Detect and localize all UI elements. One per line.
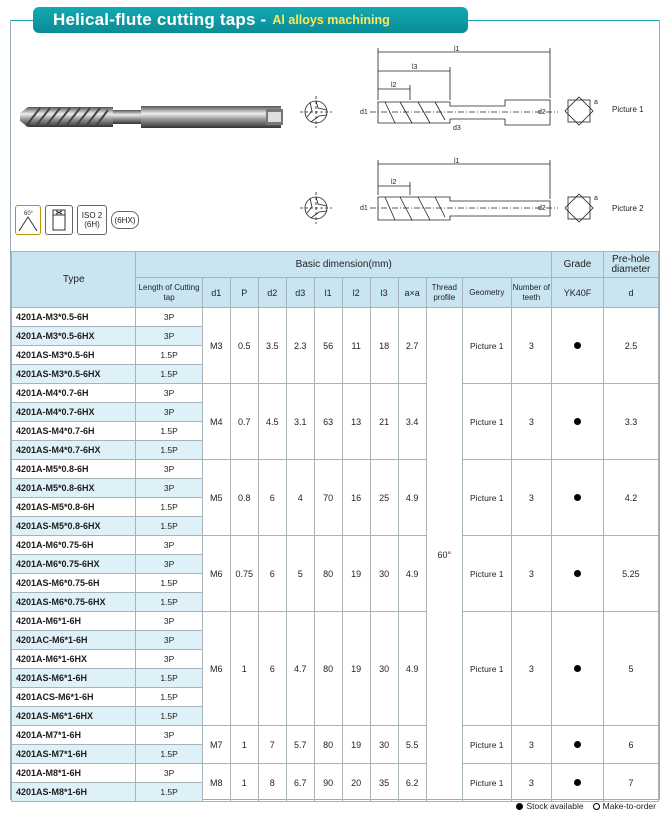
header-d: d	[603, 278, 658, 308]
l1-cell: 80	[314, 612, 342, 726]
l1-cell: 90	[314, 764, 342, 802]
length-cell: 1.5P	[136, 707, 202, 726]
svg-text:d2: d2	[538, 205, 546, 212]
geometry-cell: Picture 1	[462, 536, 511, 612]
length-cell: 1.5P	[136, 593, 202, 612]
type-cell: 4201A-M4*0.7-6H	[12, 384, 136, 403]
header-basic-dimension: Basic dimension(mm)	[136, 252, 552, 278]
teeth-cell: 3	[511, 308, 551, 384]
d3-cell: 2.3	[286, 308, 314, 384]
type-cell: 4201A-M8*1-6H	[12, 764, 136, 783]
type-cell: 4201AS-M5*0.8-6HX	[12, 517, 136, 536]
hx-tolerance-label: (6HX)	[111, 211, 139, 229]
spec-icons	[15, 205, 139, 235]
length-cell: 3P	[136, 612, 202, 631]
l2-cell: 19	[342, 536, 370, 612]
d3-cell: 4	[286, 460, 314, 536]
prehole-cell: 3.3	[603, 384, 658, 460]
type-cell: 4201A-M6*1-6HX	[12, 650, 136, 669]
type-cell: 4201A-M7*1-6H	[12, 726, 136, 745]
header-geometry: Geometry	[462, 278, 511, 308]
svg-text:l2: l2	[391, 82, 397, 89]
length-cell: 3P	[136, 384, 202, 403]
l1-cell: 80	[314, 536, 342, 612]
axa-cell: 5.5	[398, 726, 426, 764]
l2-cell: 20	[342, 764, 370, 802]
header-p: P	[230, 278, 258, 308]
d2-cell: 3.5	[258, 308, 286, 384]
grade-cell	[552, 764, 604, 802]
header-l3: l3	[370, 278, 398, 308]
type-cell: 4201AS-M3*0.5-6HX	[12, 365, 136, 384]
d1-cell: M6	[202, 612, 230, 726]
d1-cell: M8	[202, 764, 230, 802]
type-cell: 4201AS-M8*1-6H	[12, 783, 136, 802]
axa-cell: 4.9	[398, 460, 426, 536]
legend-order: Make-to-order	[602, 801, 656, 811]
d3-cell: 4.7	[286, 612, 314, 726]
l3-cell: 30	[370, 726, 398, 764]
type-cell: 4201A-M4*0.7-6HX	[12, 403, 136, 422]
teeth-cell: 3	[511, 726, 551, 764]
legend-stock: Stock available	[526, 801, 584, 811]
l2-cell: 16	[342, 460, 370, 536]
header-grade: Grade	[552, 252, 604, 278]
legend	[516, 801, 656, 811]
d3-cell: 5	[286, 536, 314, 612]
table-row	[12, 384, 659, 403]
l3-cell: 30	[370, 612, 398, 726]
svg-text:a: a	[594, 99, 598, 106]
prehole-cell: 5	[603, 612, 658, 726]
axa-cell: 4.9	[398, 536, 426, 612]
svg-text:a: a	[594, 195, 598, 202]
axa-cell: 6.2	[398, 764, 426, 802]
title-banner	[33, 7, 468, 33]
technical-drawing-1	[300, 40, 630, 140]
type-cell: 4201A-M5*0.8-6H	[12, 460, 136, 479]
iso-tolerance-label: ISO 2 (6H)	[77, 205, 107, 235]
stock-dot-icon	[516, 803, 523, 810]
svg-text:l2: l2	[391, 179, 397, 186]
header-d1: d1	[202, 278, 230, 308]
l2-cell: 13	[342, 384, 370, 460]
axa-cell: 4.9	[398, 612, 426, 726]
table-row	[12, 764, 659, 783]
cylinder-icon	[45, 205, 73, 235]
axa-cell: 3.4	[398, 384, 426, 460]
stock-dot-icon	[574, 779, 581, 786]
l3-cell: 30	[370, 536, 398, 612]
p-cell: 0.7	[230, 384, 258, 460]
length-cell: 1.5P	[136, 688, 202, 707]
length-cell: 1.5P	[136, 669, 202, 688]
order-circle-icon	[593, 803, 600, 810]
type-cell: 4201A-M6*0.75-6HX	[12, 555, 136, 574]
type-cell: 4201AS-M3*0.5-6H	[12, 346, 136, 365]
page-title: Helical-flute cutting taps -	[53, 10, 267, 29]
d1-cell: M6	[202, 536, 230, 612]
length-cell: 3P	[136, 403, 202, 422]
stock-dot-icon	[574, 342, 581, 349]
l2-cell: 19	[342, 612, 370, 726]
header-d3: d3	[286, 278, 314, 308]
teeth-cell: 3	[511, 460, 551, 536]
type-cell: 4201A-M5*0.8-6HX	[12, 479, 136, 498]
svg-text:l3: l3	[412, 64, 418, 71]
length-cell: 3P	[136, 726, 202, 745]
prehole-cell: 4.2	[603, 460, 658, 536]
grade-cell	[552, 308, 604, 384]
length-cell: 3P	[136, 536, 202, 555]
length-cell: 1.5P	[136, 574, 202, 593]
grade-cell	[552, 536, 604, 612]
axa-cell: 2.7	[398, 308, 426, 384]
prehole-cell: 2.5	[603, 308, 658, 384]
type-cell: 4201AS-M7*1-6H	[12, 745, 136, 764]
stock-dot-icon	[574, 570, 581, 577]
p-cell: 1	[230, 726, 258, 764]
l3-cell: 35	[370, 764, 398, 802]
table-row	[12, 536, 659, 555]
geometry-cell: Picture 1	[462, 308, 511, 384]
stock-dot-icon	[574, 741, 581, 748]
length-cell: 3P	[136, 650, 202, 669]
d3-cell: 6.7	[286, 764, 314, 802]
type-cell: 4201AS-M6*0.75-6H	[12, 574, 136, 593]
geometry-cell: Picture 1	[462, 612, 511, 726]
stock-dot-icon	[574, 665, 581, 672]
l3-cell: 25	[370, 460, 398, 536]
header-thread-profile: Thread profile	[426, 278, 462, 308]
type-cell: 4201A-M6*0.75-6H	[12, 536, 136, 555]
table-row	[12, 612, 659, 631]
header-grade-value: YK40F	[552, 278, 604, 308]
p-cell: 0.5	[230, 308, 258, 384]
tap-product-image	[18, 95, 293, 140]
l3-cell: 21	[370, 384, 398, 460]
header-d2: d2	[258, 278, 286, 308]
length-cell: 1.5P	[136, 498, 202, 517]
grade-cell	[552, 726, 604, 764]
d1-cell: M4	[202, 384, 230, 460]
type-cell: 4201AS-M4*0.7-6H	[12, 422, 136, 441]
teeth-cell: 3	[511, 764, 551, 802]
table-row	[12, 460, 659, 479]
length-cell: 1.5P	[136, 365, 202, 384]
d1-cell: M3	[202, 308, 230, 384]
d2-cell: 6	[258, 536, 286, 612]
length-cell: 3P	[136, 308, 202, 327]
prehole-cell: 7	[603, 764, 658, 802]
prehole-cell: 5.25	[603, 536, 658, 612]
l1-cell: 63	[314, 384, 342, 460]
d1-cell: M5	[202, 460, 230, 536]
type-cell: 4201ACS-M6*1-6H	[12, 688, 136, 707]
type-cell: 4201AS-M6*1-6H	[12, 669, 136, 688]
type-cell: 4201A-M3*0.5-6HX	[12, 327, 136, 346]
geometry-cell: Picture 1	[462, 726, 511, 764]
length-cell: 1.5P	[136, 441, 202, 460]
l1-cell: 56	[314, 308, 342, 384]
type-cell: 4201AS-M4*0.7-6HX	[12, 441, 136, 460]
header-teeth: Number of teeth	[511, 278, 551, 308]
d2-cell: 6	[258, 612, 286, 726]
header-prehole: Pre-hole diameter	[603, 252, 658, 278]
p-cell: 1	[230, 612, 258, 726]
l3-cell: 18	[370, 308, 398, 384]
technical-drawing-2	[300, 150, 630, 235]
length-cell: 1.5P	[136, 783, 202, 802]
length-cell: 3P	[136, 460, 202, 479]
d1-cell: M7	[202, 726, 230, 764]
length-cell: 1.5P	[136, 422, 202, 441]
length-cell: 3P	[136, 327, 202, 346]
d2-cell: 8	[258, 764, 286, 802]
page-subtitle: Al alloys machining	[272, 13, 390, 27]
geometry-cell: Picture 1	[462, 460, 511, 536]
header-l1: l1	[314, 278, 342, 308]
header-length: Length of Cutting tap	[136, 278, 202, 308]
length-cell: 3P	[136, 479, 202, 498]
l2-cell: 11	[342, 308, 370, 384]
type-cell: 4201A-M3*0.5-6H	[12, 308, 136, 327]
length-cell: 3P	[136, 555, 202, 574]
p-cell: 0.75	[230, 536, 258, 612]
d3-cell: 3.1	[286, 384, 314, 460]
stock-dot-icon	[574, 494, 581, 501]
length-cell: 3P	[136, 764, 202, 783]
geometry-cell: Picture 1	[462, 764, 511, 802]
header-axa: a×a	[398, 278, 426, 308]
d2-cell: 6	[258, 460, 286, 536]
svg-text:d1: d1	[360, 109, 368, 116]
prehole-cell: 6	[603, 726, 658, 764]
type-cell: 4201AS-M6*1-6HX	[12, 707, 136, 726]
type-cell: 4201AS-M5*0.8-6H	[12, 498, 136, 517]
picture-2-label: Picture 2	[612, 204, 644, 213]
table-row	[12, 726, 659, 745]
teeth-cell: 3	[511, 536, 551, 612]
angle-icon	[15, 205, 41, 235]
d3-cell: 5.7	[286, 726, 314, 764]
svg-text:d3: d3	[453, 125, 461, 132]
type-cell: 4201A-M6*1-6H	[12, 612, 136, 631]
svg-text:60°: 60°	[24, 211, 34, 217]
svg-text:l1: l1	[454, 158, 460, 165]
grade-cell	[552, 460, 604, 536]
spec-table	[11, 251, 659, 802]
p-cell: 0.8	[230, 460, 258, 536]
thread-profile-cell: 60°	[426, 308, 462, 802]
teeth-cell: 3	[511, 612, 551, 726]
d2-cell: 4.5	[258, 384, 286, 460]
l1-cell: 80	[314, 726, 342, 764]
svg-text:d1: d1	[360, 205, 368, 212]
geometry-cell: Picture 1	[462, 384, 511, 460]
length-cell: 1.5P	[136, 745, 202, 764]
l2-cell: 19	[342, 726, 370, 764]
svg-text:l1: l1	[454, 46, 460, 53]
grade-cell	[552, 612, 604, 726]
length-cell: 3P	[136, 631, 202, 650]
table-row	[12, 308, 659, 327]
header-type: Type	[12, 252, 136, 308]
type-cell: 4201AC-M6*1-6H	[12, 631, 136, 650]
grade-cell	[552, 384, 604, 460]
teeth-cell: 3	[511, 384, 551, 460]
spec-table-body	[12, 308, 659, 802]
svg-text:d2: d2	[538, 109, 546, 116]
stock-dot-icon	[574, 418, 581, 425]
picture-1-label: Picture 1	[612, 105, 644, 114]
header-l2: l2	[342, 278, 370, 308]
type-cell: 4201AS-M6*0.75-6HX	[12, 593, 136, 612]
length-cell: 1.5P	[136, 517, 202, 536]
l1-cell: 70	[314, 460, 342, 536]
p-cell: 1	[230, 764, 258, 802]
length-cell: 1.5P	[136, 346, 202, 365]
d2-cell: 7	[258, 726, 286, 764]
